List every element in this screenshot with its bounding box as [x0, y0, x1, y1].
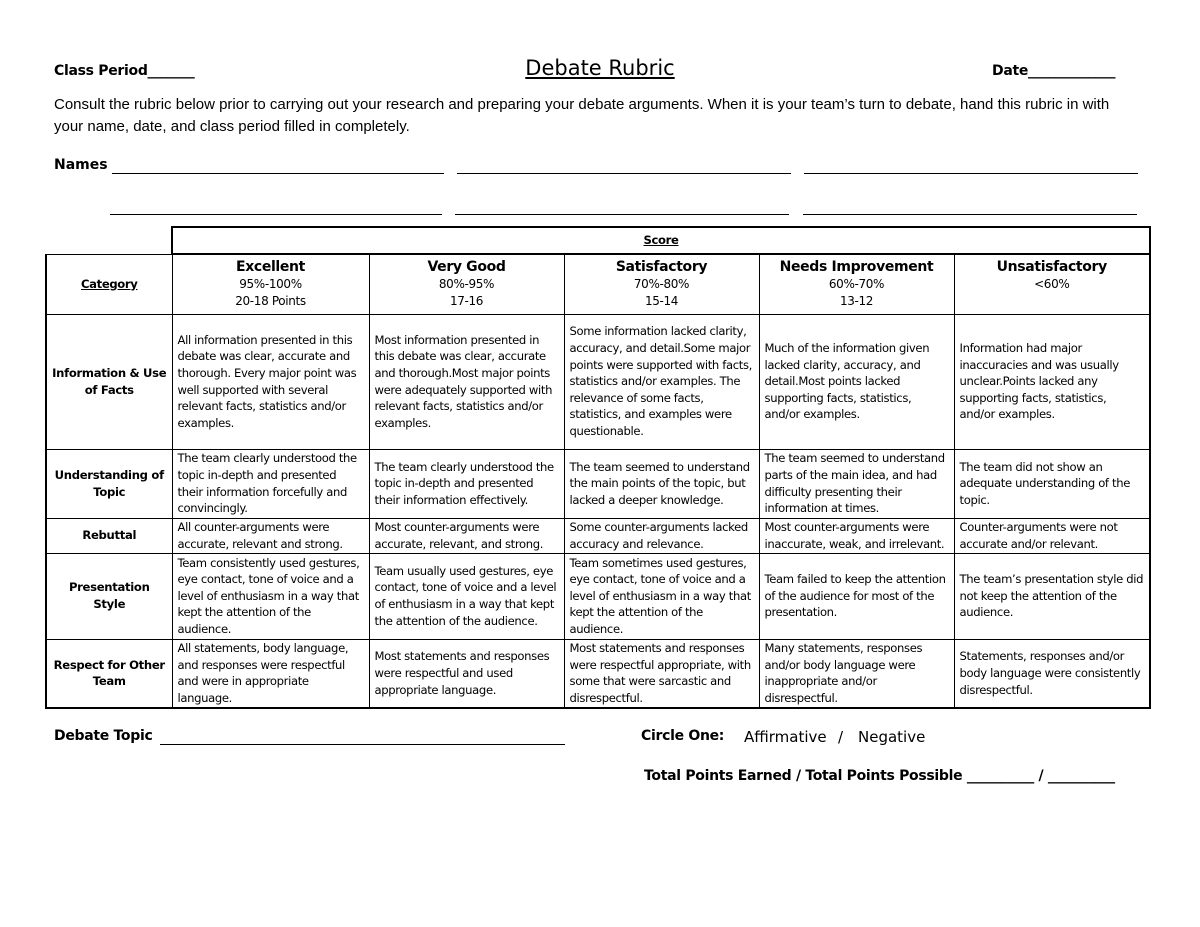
name-field-3[interactable]	[804, 161, 1138, 174]
level-percent: 95%-100%	[239, 276, 302, 291]
page-title: Debate Rubric	[525, 56, 675, 80]
date-label: Date_____________	[992, 63, 1116, 79]
intro-paragraph: Consult the rubric below prior to carrying out your research and preparing your debate arguments. When it is your team’s turn to debate, hand this rubric in with your name, date, and class period filled in completely.	[54, 96, 1110, 135]
level-percent: 80%-95%	[438, 276, 495, 291]
table-corner	[46, 227, 172, 254]
category-respect: Respect for Other Team	[46, 639, 172, 708]
debate-topic-field[interactable]	[160, 732, 565, 745]
name-field-6[interactable]	[803, 202, 1137, 215]
level-excellent	[172, 254, 369, 314]
rubric-cell: The team clearly understood the topic in-depth and presented their information forcefully and convincingly.	[172, 449, 369, 518]
rubric-cell: Counter-arguments were not accurate and/or relevant.	[954, 518, 1150, 553]
table-row	[46, 639, 1150, 708]
level-needs-improvement	[759, 254, 954, 314]
rubric-cell: Team usually used gestures, eye contact, tone of voice and a level of enthusiasm in a way that kept the attention of the audience.	[369, 553, 564, 639]
level-satisfactory	[564, 254, 759, 314]
level-name: Satisfactory	[615, 258, 708, 275]
rubric-cell: Team failed to keep the attention of the audience for most of the presentation.	[759, 553, 954, 639]
rubric-cell: Most information presented in this debate was clear, accurate and thorough.Most major points were adequately supported with relevant facts, statistics and/or examples.	[369, 314, 564, 449]
class-period-label: Class Period_______	[54, 63, 195, 79]
total-points-label: Total Points Earned / Total Points Possible __________ / __________	[644, 768, 1115, 784]
level-name: Needs Improvement	[779, 258, 934, 275]
level-very-good	[369, 254, 564, 314]
name-field-1[interactable]	[112, 161, 444, 174]
rubric-cell: All statements, body language, and responses were respectful and were in appropriate language.	[172, 639, 369, 708]
rubric-cell: Some counter-arguments lacked accuracy and relevance.	[564, 518, 759, 553]
negative-option[interactable]: Negative	[858, 728, 926, 746]
rubric-table	[45, 226, 1151, 709]
rubric-cell: Most statements and responses were respectful and used appropriate language.	[369, 639, 564, 708]
affirmative-option[interactable]: Affirmative	[744, 728, 827, 746]
category-information: Information & Use of Facts	[46, 314, 172, 449]
rubric-cell: Team sometimes used gestures, eye contact, tone of voice and a level of enthusiasm in a way that kept the attention of the audience.	[564, 553, 759, 639]
level-name: Very Good	[427, 258, 506, 275]
category-understanding: Understanding of Topic	[46, 449, 172, 518]
rubric-cell: Most statements and responses were respectful appropriate, with some that were sarcastic and disrespectful.	[564, 639, 759, 708]
rubric-cell: Most counter-arguments were accurate, relevant, and strong.	[369, 518, 564, 553]
level-points: 20-18 Points	[235, 293, 306, 308]
rubric-cell: Many statements, responses and/or body language were inappropriate and/or disrespectful.	[759, 639, 954, 708]
rubric-cell: The team seemed to understand parts of the main idea, and had difficulty presenting their information at times.	[759, 449, 954, 518]
rubric-cell: Statements, responses and/or body language were consistently disrespectful.	[954, 639, 1150, 708]
rubric-cell: The team’s presentation style did not keep the attention of the audience.	[954, 553, 1150, 639]
rubric-cell: The team did not show an adequate understanding of the topic.	[954, 449, 1150, 518]
level-percent: <60%	[1034, 276, 1070, 291]
level-points	[960, 293, 1145, 310]
rubric-cell: All information presented in this debate was clear, accurate and thorough. Every major point was well supported with several relevant facts, statistics and/or examples.	[172, 314, 369, 449]
rubric-cell: Most counter-arguments were inaccurate, weak, and irrelevant.	[759, 518, 954, 553]
table-row	[46, 518, 1150, 553]
level-percent: 70%-80%	[633, 276, 690, 291]
category-rebuttal: Rebuttal	[46, 518, 172, 553]
level-name: Unsatisfactory	[996, 258, 1107, 275]
score-header: Score	[172, 227, 1150, 254]
table-row	[46, 449, 1150, 518]
name-field-2[interactable]	[457, 161, 791, 174]
level-unsatisfactory	[954, 254, 1150, 314]
rubric-cell: The team seemed to understand the main points of the topic, but lacked a deeper knowledge.	[564, 449, 759, 518]
rubric-cell: Much of the information given lacked clarity, accuracy, and detail.Most points lacked supporting facts, statistics, and/or examples.	[759, 314, 954, 449]
level-points: 13-12	[839, 293, 874, 308]
category-header: Category	[46, 254, 172, 314]
rubric-cell: All counter-arguments were accurate, relevant and strong.	[172, 518, 369, 553]
level-name: Excellent	[236, 258, 305, 275]
category-presentation: Presentation Style	[46, 553, 172, 639]
rubric-cell: Team consistently used gestures, eye contact, tone of voice and a level of enthusiasm in a way that kept the attention of the audience.	[172, 553, 369, 639]
level-percent: 60%-70%	[828, 276, 885, 291]
names-label: Names	[54, 157, 108, 173]
rubric-cell: Some information lacked clarity, accuracy, and detail.Some major points were supported with facts, statistics and/or examples. The relevance of some facts, statistics, and examples were questionable.	[564, 314, 759, 449]
rubric-cell: The team clearly understood the topic in-depth and presented their information effectively.	[369, 449, 564, 518]
circle-one-label: Circle One:	[641, 728, 725, 744]
level-points: 17-16	[449, 293, 484, 308]
names-row-1	[54, 157, 108, 173]
table-row	[46, 553, 1150, 639]
name-field-4[interactable]	[110, 202, 442, 215]
level-points: 15-14	[644, 293, 679, 308]
debate-topic-label: Debate Topic	[54, 728, 153, 744]
table-row	[46, 314, 1150, 449]
name-field-5[interactable]	[455, 202, 789, 215]
rubric-cell: Information had major inaccuracies and was usually unclear.Points lacked any supporting facts, statistics, and/or examples.	[954, 314, 1150, 449]
option-separator: /	[838, 728, 844, 746]
